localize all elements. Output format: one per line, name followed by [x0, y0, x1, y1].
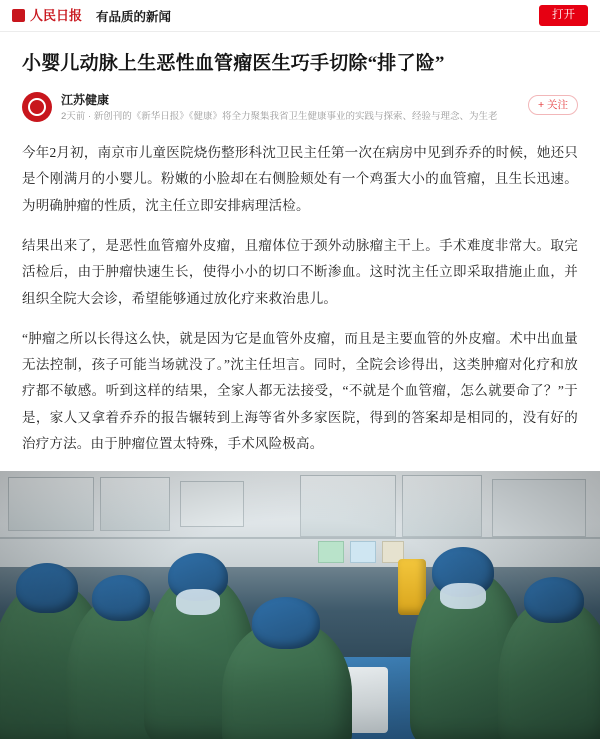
publisher-logo[interactable]: [12, 9, 82, 22]
or-cabinets: [0, 471, 600, 567]
article-paragraph: 今年2月初，南京市儿童医院烧伤整形科沈卫民主任第一次在病房中见到乔乔的时候，她还只是个刚满月的小婴儿。粉嫩的小脸却在右侧脸颊处有一个鸡蛋大小的血管瘤，且生长迅速。为明确肿瘤的性质，沈主任立即安排病理活检。: [22, 144, 578, 213]
surgical-cap: [16, 563, 78, 613]
shelf-line: [0, 537, 600, 539]
open-app-button[interactable]: 打开: [539, 5, 588, 27]
author-name[interactable]: 江苏健康: [61, 92, 110, 107]
avatar[interactable]: [22, 92, 52, 122]
author-row: [22, 92, 578, 124]
article-photo: [0, 471, 600, 739]
cabinet: [180, 481, 244, 527]
supply-box: [350, 541, 376, 563]
cabinet: [492, 479, 586, 537]
site-tagline: 有品质的新闻: [96, 9, 172, 24]
surgical-cap: [92, 575, 150, 621]
cabinet: [8, 477, 94, 531]
publisher-logo-text: 人民日报: [30, 8, 83, 23]
article-body: [0, 32, 600, 457]
cabinet: [300, 475, 396, 537]
surgical-cap: [524, 577, 584, 623]
page-title: 小婴儿动脉上生恶性血管瘤医生巧手切除“排了险”: [22, 53, 445, 74]
article-paragraph: 结果出来了，是恶性血管瘤外皮瘤，且瘤体位于颈外动脉瘤主干上。手术难度非常大。取完活检后，由于肿瘤快速生长，使得小小的切口不断渗血。这时沈主任立即采取措施止血，并组织全院大会诊，希望能够通过放化疗来救治患儿。: [22, 237, 578, 306]
author-meta: [61, 92, 519, 124]
cabinet: [402, 475, 482, 537]
supply-box: [318, 541, 344, 563]
seal-icon: [12, 9, 25, 22]
surgical-cap: [252, 597, 320, 649]
article-paragraph: “肿瘤之所以长得这么快，就是因为它是血管外皮瘤，而且是主要血管的外皮瘤。术中出血量无法控制，孩子可能当场就没了。”沈主任坦言。同时，全院会诊得出，这类肿瘤对化疗和放疗都不敏感。听到这样的结果，全家人都无法接受，“不就是个血管瘤，怎么就要命了？”于是，家人又拿着乔乔的报告辗转到上海等省外多家医院，得到的答案却是相同的，没有好的治疗方法。由于肿瘤位置太特殊，手术风险极高。: [22, 330, 578, 452]
follow-button[interactable]: + 关注: [528, 95, 578, 116]
top-bar: [0, 0, 600, 32]
surgical-mask: [176, 589, 220, 615]
article-text: [22, 140, 578, 457]
author-description: 2天前 · 新创刊的《新华日报》《健康》将全力聚集我省卫生健康事业的实践与探索、经验与理念、为生老: [61, 111, 498, 123]
cabinet: [100, 477, 170, 531]
surgical-mask: [440, 583, 486, 609]
operating-room-photo: [0, 471, 600, 739]
